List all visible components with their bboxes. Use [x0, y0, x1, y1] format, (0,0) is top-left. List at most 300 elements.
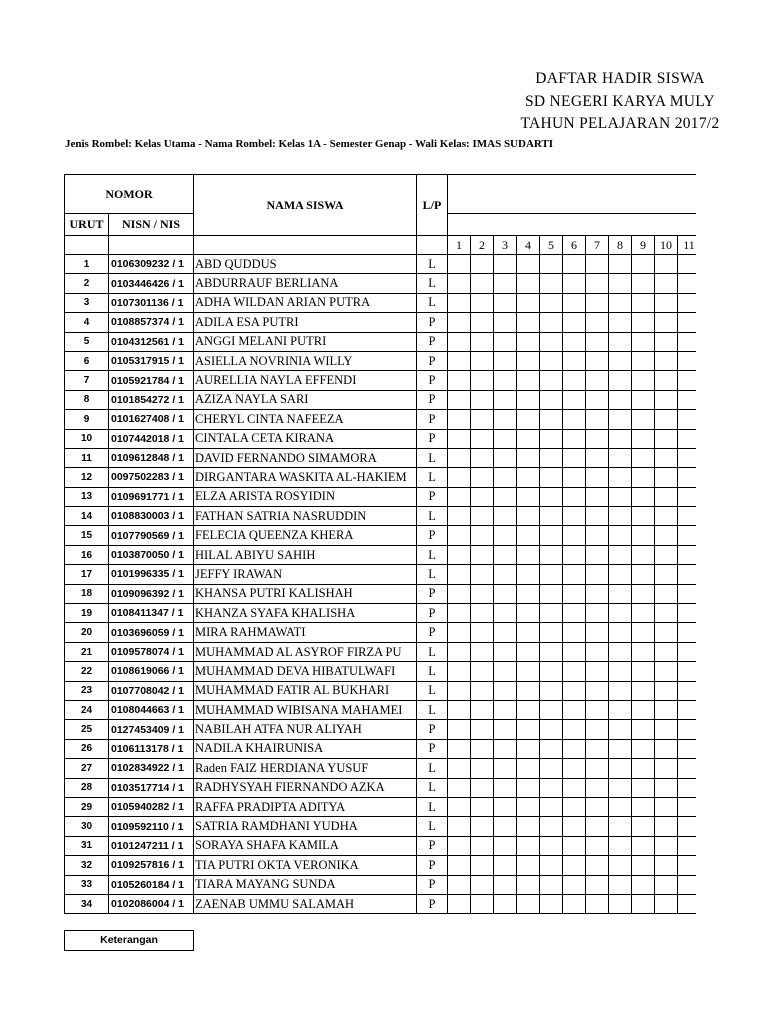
attendance-cell[interactable] [471, 371, 494, 390]
attendance-cell[interactable] [632, 894, 655, 913]
attendance-cell[interactable] [563, 662, 586, 681]
attendance-cell[interactable] [586, 468, 609, 487]
attendance-cell[interactable] [517, 778, 540, 797]
attendance-cell[interactable] [632, 836, 655, 855]
attendance-cell[interactable] [517, 351, 540, 370]
attendance-cell[interactable] [471, 429, 494, 448]
attendance-cell[interactable] [609, 623, 632, 642]
attendance-cell[interactable] [586, 448, 609, 467]
attendance-cell[interactable] [494, 507, 517, 526]
attendance-cell[interactable] [471, 778, 494, 797]
attendance-cell[interactable] [563, 778, 586, 797]
attendance-cell[interactable] [448, 313, 471, 332]
attendance-cell[interactable] [586, 565, 609, 584]
attendance-cell[interactable] [540, 797, 563, 816]
attendance-cell[interactable] [517, 410, 540, 429]
attendance-cell[interactable] [586, 759, 609, 778]
attendance-cell[interactable] [632, 429, 655, 448]
attendance-cell[interactable] [494, 351, 517, 370]
attendance-cell[interactable] [517, 856, 540, 875]
attendance-cell[interactable] [563, 293, 586, 312]
attendance-cell[interactable] [448, 255, 471, 274]
attendance-cell[interactable] [540, 778, 563, 797]
attendance-cell[interactable] [655, 720, 678, 739]
attendance-cell[interactable] [609, 681, 632, 700]
attendance-cell[interactable] [609, 429, 632, 448]
attendance-cell[interactable] [494, 371, 517, 390]
attendance-cell[interactable] [563, 894, 586, 913]
attendance-cell[interactable] [632, 390, 655, 409]
attendance-cell[interactable] [540, 565, 563, 584]
attendance-cell[interactable] [517, 545, 540, 564]
attendance-cell[interactable] [632, 448, 655, 467]
attendance-cell[interactable] [609, 720, 632, 739]
attendance-cell[interactable] [632, 507, 655, 526]
attendance-cell[interactable] [494, 410, 517, 429]
attendance-cell[interactable] [540, 371, 563, 390]
attendance-cell[interactable] [494, 526, 517, 545]
attendance-cell[interactable] [586, 604, 609, 623]
attendance-cell[interactable] [448, 293, 471, 312]
attendance-cell[interactable] [540, 604, 563, 623]
attendance-cell[interactable] [540, 448, 563, 467]
attendance-cell[interactable] [540, 817, 563, 836]
attendance-cell[interactable] [540, 507, 563, 526]
attendance-cell[interactable] [586, 255, 609, 274]
attendance-cell[interactable] [494, 545, 517, 564]
attendance-cell[interactable] [448, 448, 471, 467]
attendance-cell[interactable] [586, 429, 609, 448]
attendance-cell[interactable] [540, 487, 563, 506]
attendance-cell[interactable] [471, 332, 494, 351]
attendance-cell[interactable] [517, 468, 540, 487]
attendance-cell[interactable] [471, 255, 494, 274]
attendance-cell[interactable] [563, 390, 586, 409]
attendance-cell[interactable] [540, 293, 563, 312]
attendance-cell[interactable] [540, 894, 563, 913]
attendance-cell[interactable] [632, 642, 655, 661]
attendance-cell[interactable] [494, 759, 517, 778]
attendance-cell[interactable] [655, 429, 678, 448]
attendance-cell[interactable] [448, 604, 471, 623]
attendance-cell[interactable] [609, 856, 632, 875]
attendance-cell[interactable] [494, 778, 517, 797]
attendance-cell[interactable] [563, 604, 586, 623]
attendance-cell[interactable] [494, 429, 517, 448]
attendance-cell[interactable] [471, 526, 494, 545]
attendance-cell[interactable] [517, 739, 540, 758]
attendance-cell[interactable] [494, 662, 517, 681]
attendance-cell[interactable] [494, 604, 517, 623]
attendance-cell[interactable] [632, 856, 655, 875]
attendance-cell[interactable] [563, 371, 586, 390]
attendance-cell[interactable] [632, 700, 655, 719]
attendance-cell[interactable] [471, 642, 494, 661]
attendance-cell[interactable] [586, 662, 609, 681]
attendance-cell[interactable] [563, 526, 586, 545]
attendance-cell[interactable] [632, 351, 655, 370]
attendance-cell[interactable] [471, 836, 494, 855]
attendance-cell[interactable] [632, 797, 655, 816]
attendance-cell[interactable] [494, 623, 517, 642]
attendance-cell[interactable] [448, 351, 471, 370]
attendance-cell[interactable] [517, 604, 540, 623]
attendance-cell[interactable] [655, 371, 678, 390]
attendance-cell[interactable] [471, 390, 494, 409]
attendance-cell[interactable] [471, 487, 494, 506]
attendance-cell[interactable] [448, 739, 471, 758]
attendance-cell[interactable] [632, 604, 655, 623]
attendance-cell[interactable] [517, 390, 540, 409]
attendance-cell[interactable] [609, 778, 632, 797]
attendance-cell[interactable] [471, 681, 494, 700]
attendance-cell[interactable] [586, 487, 609, 506]
attendance-cell[interactable] [586, 351, 609, 370]
attendance-cell[interactable] [632, 255, 655, 274]
attendance-cell[interactable] [586, 681, 609, 700]
attendance-cell[interactable] [494, 293, 517, 312]
attendance-cell[interactable] [563, 700, 586, 719]
attendance-cell[interactable] [563, 739, 586, 758]
attendance-cell[interactable] [448, 778, 471, 797]
attendance-cell[interactable] [655, 604, 678, 623]
attendance-cell[interactable] [517, 487, 540, 506]
attendance-cell[interactable] [448, 894, 471, 913]
attendance-cell[interactable] [494, 313, 517, 332]
attendance-cell[interactable] [655, 642, 678, 661]
attendance-cell[interactable] [655, 797, 678, 816]
attendance-cell[interactable] [655, 545, 678, 564]
attendance-cell[interactable] [448, 468, 471, 487]
attendance-cell[interactable] [655, 332, 678, 351]
attendance-cell[interactable] [609, 507, 632, 526]
attendance-cell[interactable] [494, 487, 517, 506]
attendance-cell[interactable] [494, 797, 517, 816]
attendance-cell[interactable] [448, 759, 471, 778]
attendance-cell[interactable] [586, 856, 609, 875]
attendance-cell[interactable] [655, 623, 678, 642]
attendance-cell[interactable] [586, 410, 609, 429]
attendance-cell[interactable] [609, 759, 632, 778]
attendance-cell[interactable] [586, 274, 609, 293]
attendance-cell[interactable] [494, 700, 517, 719]
attendance-cell[interactable] [471, 817, 494, 836]
attendance-cell[interactable] [494, 468, 517, 487]
attendance-cell[interactable] [632, 584, 655, 603]
attendance-cell[interactable] [448, 371, 471, 390]
attendance-cell[interactable] [448, 623, 471, 642]
attendance-cell[interactable] [471, 662, 494, 681]
attendance-cell[interactable] [563, 410, 586, 429]
attendance-cell[interactable] [540, 332, 563, 351]
attendance-cell[interactable] [471, 448, 494, 467]
attendance-cell[interactable] [540, 429, 563, 448]
attendance-cell[interactable] [609, 332, 632, 351]
attendance-cell[interactable] [563, 274, 586, 293]
attendance-cell[interactable] [609, 817, 632, 836]
attendance-cell[interactable] [609, 700, 632, 719]
attendance-cell[interactable] [609, 545, 632, 564]
attendance-cell[interactable] [540, 662, 563, 681]
attendance-cell[interactable] [609, 526, 632, 545]
attendance-cell[interactable] [540, 468, 563, 487]
attendance-cell[interactable] [632, 623, 655, 642]
attendance-cell[interactable] [494, 565, 517, 584]
attendance-cell[interactable] [609, 448, 632, 467]
attendance-cell[interactable] [448, 720, 471, 739]
attendance-cell[interactable] [517, 274, 540, 293]
attendance-cell[interactable] [448, 332, 471, 351]
attendance-cell[interactable] [448, 507, 471, 526]
attendance-cell[interactable] [540, 526, 563, 545]
attendance-cell[interactable] [655, 739, 678, 758]
attendance-cell[interactable] [655, 662, 678, 681]
attendance-cell[interactable] [448, 410, 471, 429]
attendance-cell[interactable] [494, 739, 517, 758]
attendance-cell[interactable] [632, 759, 655, 778]
attendance-cell[interactable] [494, 255, 517, 274]
attendance-cell[interactable] [655, 507, 678, 526]
attendance-cell[interactable] [655, 778, 678, 797]
attendance-cell[interactable] [609, 565, 632, 584]
attendance-cell[interactable] [655, 448, 678, 467]
attendance-cell[interactable] [448, 836, 471, 855]
attendance-cell[interactable] [563, 565, 586, 584]
attendance-cell[interactable] [540, 623, 563, 642]
attendance-cell[interactable] [540, 642, 563, 661]
attendance-cell[interactable] [540, 274, 563, 293]
attendance-cell[interactable] [448, 662, 471, 681]
attendance-cell[interactable] [448, 856, 471, 875]
attendance-cell[interactable] [494, 642, 517, 661]
attendance-cell[interactable] [655, 526, 678, 545]
attendance-cell[interactable] [632, 545, 655, 564]
attendance-cell[interactable] [540, 255, 563, 274]
attendance-cell[interactable] [655, 351, 678, 370]
attendance-cell[interactable] [609, 255, 632, 274]
attendance-cell[interactable] [471, 507, 494, 526]
attendance-cell[interactable] [471, 856, 494, 875]
attendance-cell[interactable] [655, 681, 678, 700]
attendance-cell[interactable] [632, 487, 655, 506]
attendance-cell[interactable] [563, 759, 586, 778]
attendance-cell[interactable] [517, 429, 540, 448]
attendance-cell[interactable] [448, 584, 471, 603]
attendance-cell[interactable] [517, 681, 540, 700]
attendance-cell[interactable] [471, 797, 494, 816]
attendance-cell[interactable] [632, 274, 655, 293]
attendance-cell[interactable] [655, 293, 678, 312]
attendance-cell[interactable] [632, 565, 655, 584]
attendance-cell[interactable] [586, 642, 609, 661]
attendance-cell[interactable] [586, 390, 609, 409]
attendance-cell[interactable] [563, 817, 586, 836]
attendance-cell[interactable] [494, 894, 517, 913]
attendance-cell[interactable] [448, 817, 471, 836]
attendance-cell[interactable] [632, 681, 655, 700]
attendance-cell[interactable] [517, 836, 540, 855]
attendance-cell[interactable] [540, 759, 563, 778]
attendance-cell[interactable] [632, 293, 655, 312]
attendance-cell[interactable] [494, 817, 517, 836]
attendance-cell[interactable] [517, 875, 540, 894]
attendance-cell[interactable] [632, 410, 655, 429]
attendance-cell[interactable] [586, 875, 609, 894]
attendance-cell[interactable] [655, 584, 678, 603]
attendance-cell[interactable] [540, 836, 563, 855]
attendance-cell[interactable] [609, 293, 632, 312]
attendance-cell[interactable] [563, 720, 586, 739]
attendance-cell[interactable] [540, 856, 563, 875]
attendance-cell[interactable] [517, 642, 540, 661]
attendance-cell[interactable] [448, 681, 471, 700]
attendance-cell[interactable] [632, 313, 655, 332]
attendance-cell[interactable] [471, 468, 494, 487]
attendance-cell[interactable] [540, 410, 563, 429]
attendance-cell[interactable] [655, 274, 678, 293]
attendance-cell[interactable] [471, 604, 494, 623]
attendance-cell[interactable] [471, 351, 494, 370]
attendance-cell[interactable] [471, 623, 494, 642]
attendance-cell[interactable] [471, 293, 494, 312]
attendance-cell[interactable] [563, 681, 586, 700]
attendance-cell[interactable] [655, 390, 678, 409]
attendance-cell[interactable] [540, 875, 563, 894]
attendance-cell[interactable] [471, 410, 494, 429]
attendance-cell[interactable] [609, 739, 632, 758]
attendance-cell[interactable] [471, 759, 494, 778]
attendance-cell[interactable] [655, 313, 678, 332]
attendance-cell[interactable] [494, 875, 517, 894]
attendance-cell[interactable] [609, 584, 632, 603]
attendance-cell[interactable] [494, 274, 517, 293]
attendance-cell[interactable] [517, 371, 540, 390]
attendance-cell[interactable] [632, 526, 655, 545]
attendance-cell[interactable] [632, 720, 655, 739]
attendance-cell[interactable] [540, 739, 563, 758]
attendance-cell[interactable] [586, 894, 609, 913]
attendance-cell[interactable] [563, 313, 586, 332]
attendance-cell[interactable] [517, 293, 540, 312]
attendance-cell[interactable] [471, 313, 494, 332]
attendance-cell[interactable] [632, 875, 655, 894]
attendance-cell[interactable] [655, 468, 678, 487]
attendance-cell[interactable] [586, 313, 609, 332]
attendance-cell[interactable] [494, 584, 517, 603]
attendance-cell[interactable] [517, 507, 540, 526]
attendance-cell[interactable] [471, 894, 494, 913]
attendance-cell[interactable] [494, 332, 517, 351]
attendance-cell[interactable] [540, 545, 563, 564]
attendance-cell[interactable] [471, 565, 494, 584]
attendance-cell[interactable] [563, 332, 586, 351]
attendance-cell[interactable] [586, 371, 609, 390]
attendance-cell[interactable] [655, 856, 678, 875]
attendance-cell[interactable] [609, 410, 632, 429]
attendance-cell[interactable] [609, 797, 632, 816]
attendance-cell[interactable] [655, 817, 678, 836]
attendance-cell[interactable] [609, 604, 632, 623]
attendance-cell[interactable] [586, 817, 609, 836]
attendance-cell[interactable] [517, 623, 540, 642]
attendance-cell[interactable] [517, 255, 540, 274]
attendance-cell[interactable] [609, 836, 632, 855]
attendance-cell[interactable] [563, 797, 586, 816]
attendance-cell[interactable] [586, 700, 609, 719]
attendance-cell[interactable] [494, 856, 517, 875]
attendance-cell[interactable] [586, 797, 609, 816]
attendance-cell[interactable] [609, 662, 632, 681]
attendance-cell[interactable] [563, 487, 586, 506]
attendance-cell[interactable] [609, 274, 632, 293]
attendance-cell[interactable] [448, 545, 471, 564]
attendance-cell[interactable] [448, 526, 471, 545]
attendance-cell[interactable] [655, 255, 678, 274]
attendance-cell[interactable] [655, 894, 678, 913]
attendance-cell[interactable] [609, 351, 632, 370]
attendance-cell[interactable] [609, 642, 632, 661]
attendance-cell[interactable] [632, 468, 655, 487]
attendance-cell[interactable] [563, 623, 586, 642]
attendance-cell[interactable] [632, 817, 655, 836]
attendance-cell[interactable] [471, 720, 494, 739]
attendance-cell[interactable] [586, 623, 609, 642]
attendance-cell[interactable] [494, 681, 517, 700]
attendance-cell[interactable] [540, 313, 563, 332]
attendance-cell[interactable] [586, 332, 609, 351]
attendance-cell[interactable] [586, 293, 609, 312]
attendance-cell[interactable] [632, 662, 655, 681]
attendance-cell[interactable] [471, 545, 494, 564]
attendance-cell[interactable] [517, 526, 540, 545]
attendance-cell[interactable] [609, 390, 632, 409]
attendance-cell[interactable] [609, 468, 632, 487]
attendance-cell[interactable] [540, 584, 563, 603]
attendance-cell[interactable] [563, 584, 586, 603]
attendance-cell[interactable] [471, 274, 494, 293]
attendance-cell[interactable] [563, 836, 586, 855]
attendance-cell[interactable] [563, 856, 586, 875]
attendance-cell[interactable] [586, 836, 609, 855]
attendance-cell[interactable] [494, 836, 517, 855]
attendance-cell[interactable] [448, 487, 471, 506]
attendance-cell[interactable] [540, 720, 563, 739]
attendance-cell[interactable] [586, 526, 609, 545]
attendance-cell[interactable] [517, 817, 540, 836]
attendance-cell[interactable] [540, 681, 563, 700]
attendance-cell[interactable] [517, 720, 540, 739]
attendance-cell[interactable] [517, 797, 540, 816]
attendance-cell[interactable] [448, 565, 471, 584]
attendance-cell[interactable] [632, 332, 655, 351]
attendance-cell[interactable] [517, 332, 540, 351]
attendance-cell[interactable] [563, 507, 586, 526]
attendance-cell[interactable] [586, 584, 609, 603]
attendance-cell[interactable] [655, 487, 678, 506]
attendance-cell[interactable] [448, 797, 471, 816]
attendance-cell[interactable] [517, 894, 540, 913]
attendance-cell[interactable] [494, 448, 517, 467]
attendance-cell[interactable] [609, 487, 632, 506]
attendance-cell[interactable] [632, 371, 655, 390]
attendance-cell[interactable] [471, 700, 494, 719]
attendance-cell[interactable] [563, 351, 586, 370]
attendance-cell[interactable] [448, 274, 471, 293]
attendance-cell[interactable] [655, 700, 678, 719]
attendance-cell[interactable] [471, 584, 494, 603]
attendance-cell[interactable] [563, 429, 586, 448]
attendance-cell[interactable] [586, 778, 609, 797]
